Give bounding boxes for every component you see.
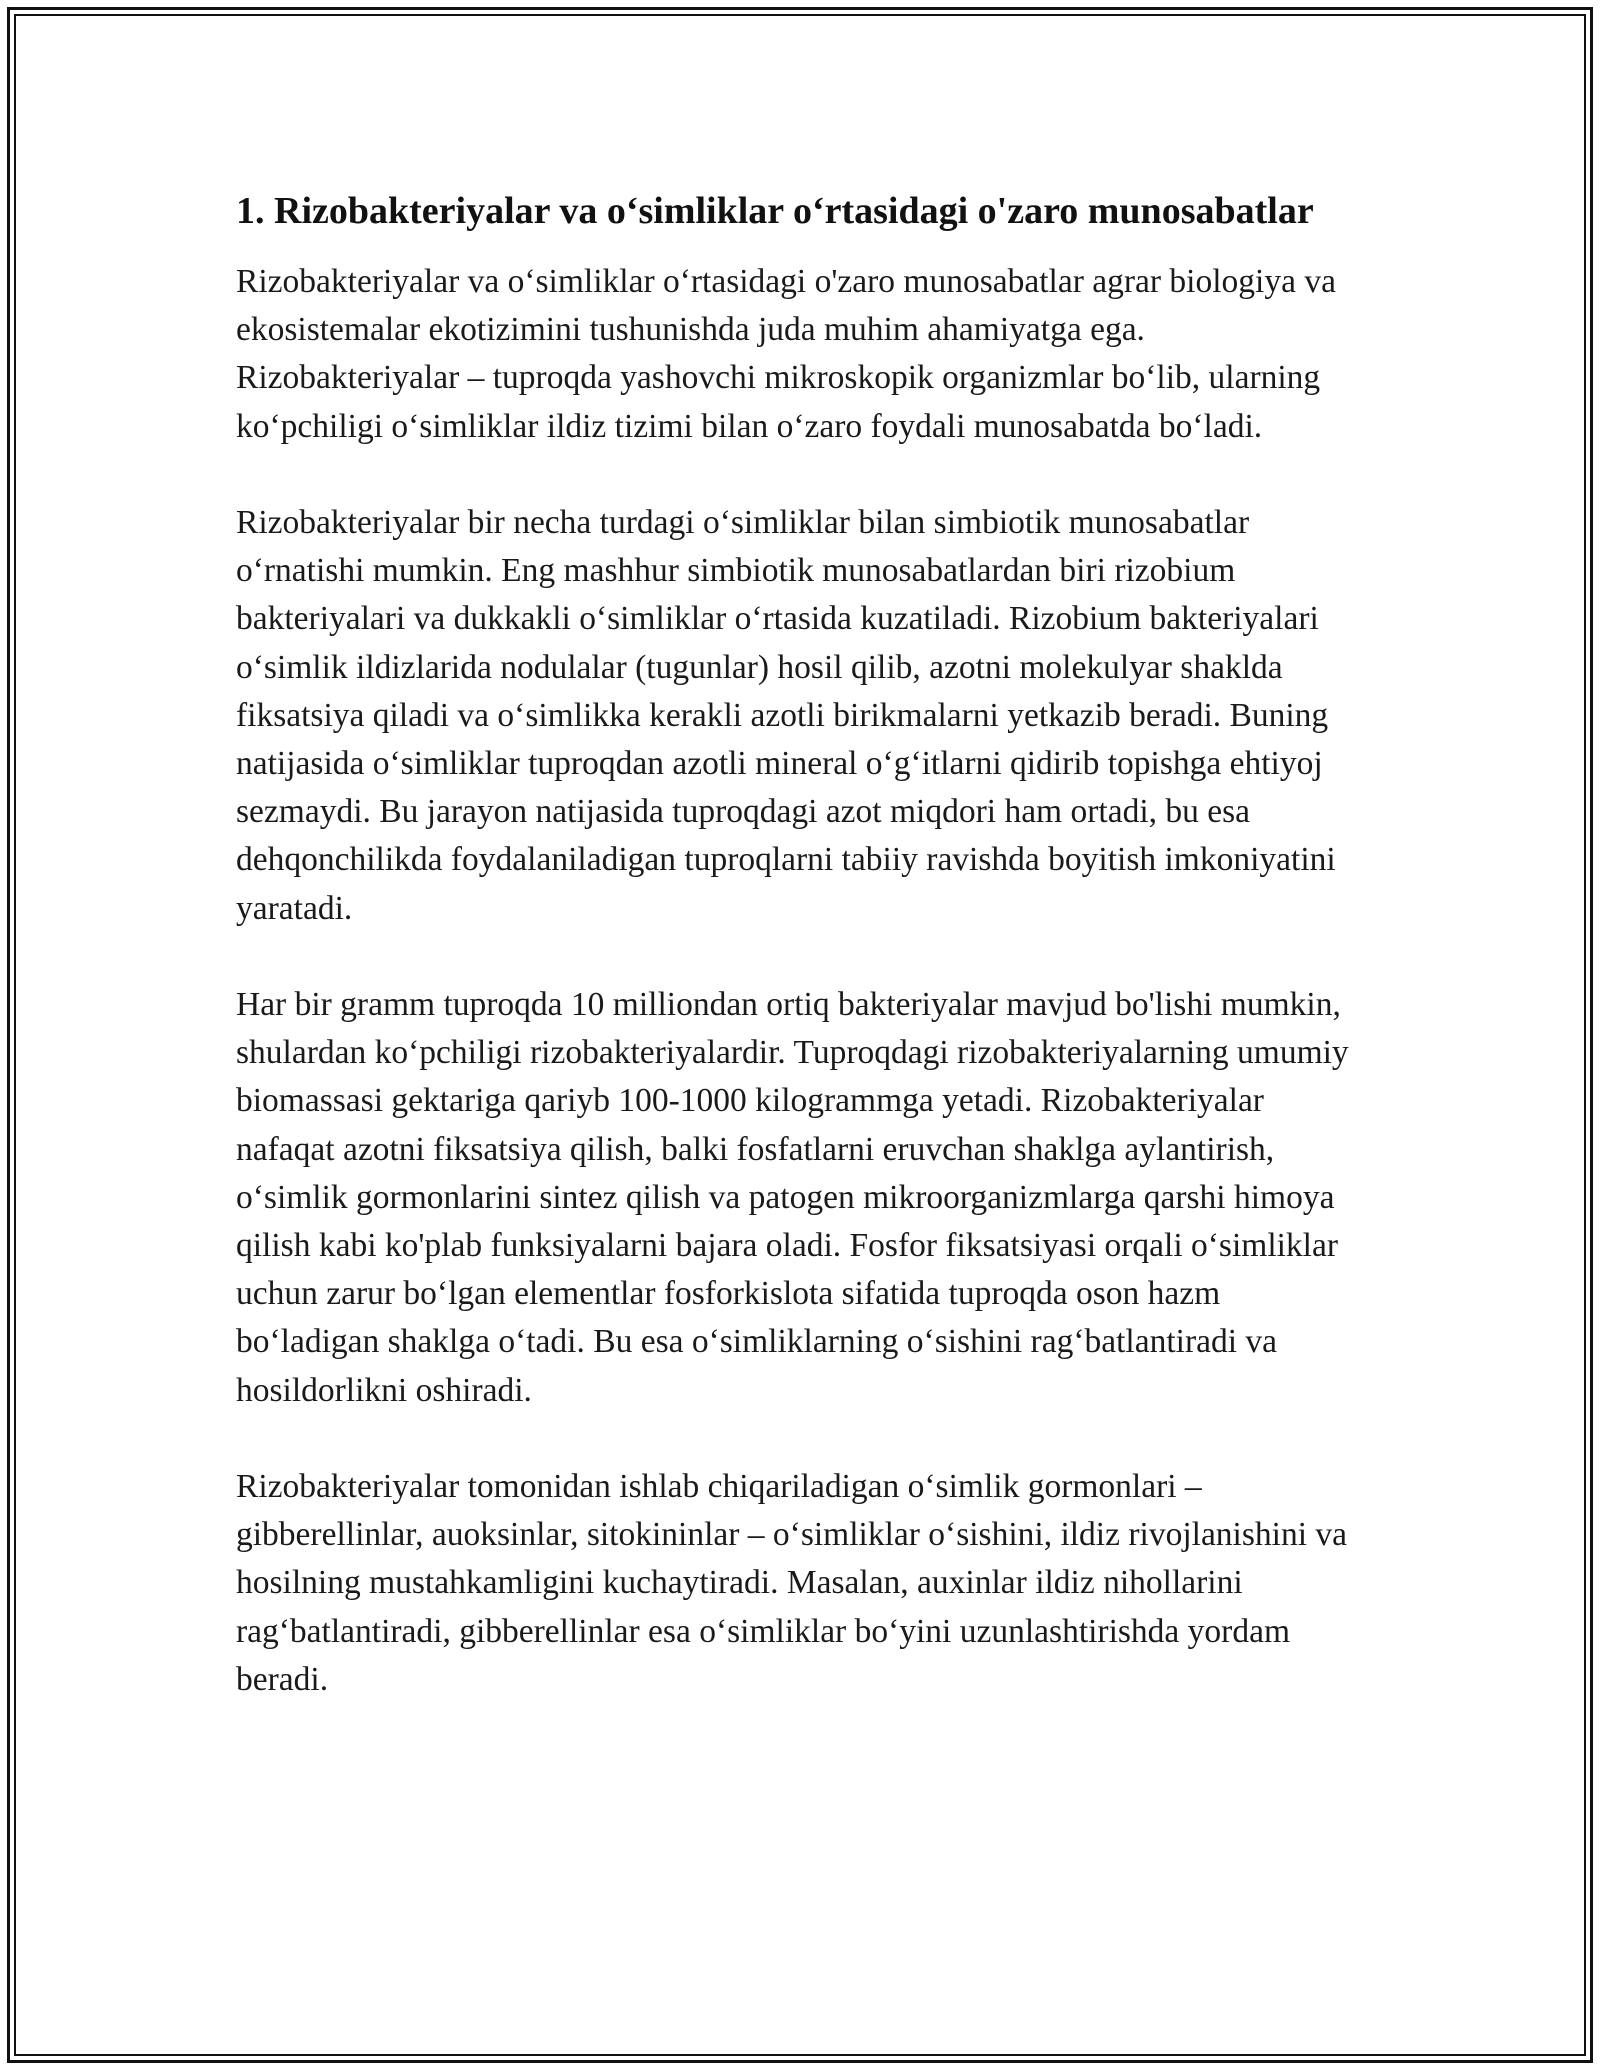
document-body [236, 184, 1366, 1704]
paragraph-1: Rizobakteriyalar va o‘simliklar o‘rtasidagi o'zaro munosabatlar agrar biologiya va ekosistemalar ekotizimini tushunishda juda muhim ahamiyatga ega. Rizobakteriyalar – tuproqda yashovchi mikroskopik organizmlar bo‘lib, ularning ko‘pchiligi o‘simliklar ildiz tizimi bilan o‘zaro foydali munosabatda bo‘ladi. [236, 263, 1336, 445]
section-heading: 1. Rizobakteriyalar va o‘simliklar o‘rtasidagi o'zaro munosabatlar [236, 190, 1314, 232]
paragraph-4: Rizobakteriyalar tomonidan ishlab chiqariladigan o‘simlik gormonlari – gibberellinlar, auoksinlar, sitokininlar – o‘simliklar o‘sishini, ildiz rivojlanishini va hosilning mustahkamligini kuchaytiradi. Masalan, auxinlar ildiz nihollarini rag‘batlantiradi, gibberellinlar esa o‘simliklar bo‘yini uzunlashtirishda yordam beradi. [236, 1468, 1348, 1698]
paragraph-3: Har bir gramm tuproqda 10 milliondan ortiq bakteriyalar mavjud bo'lishi mumkin, shulardan ko‘pchiligi rizobakteriyalardir. Tuproqdagi rizobakteriyalarning umumiy biomassasi gektariga qariyb 100-1000 kilogrammga yetadi. Rizobakteriyalar nafaqat azotni fiksatsiya qilish, balki fosfatlarni eruvchan shaklga aylantirish, o‘simlik gormonlarini sintez qilish va patogen mikroorganizmlarga qarshi himoya qilish kabi ko'plab funksiyalarni bajara oladi. Fosfor fiksatsiyasi orqali o‘simliklar uchun zarur bo‘lgan elementlar fosforkislota sifatida tuproqda oson hazm bo‘ladigan shaklga o‘tadi. Bu esa o‘simliklarning o‘sishini rag‘batlantiradi va hosildorlikni oshiradi. [236, 986, 1349, 1409]
paragraph-2: Rizobakteriyalar bir necha turdagi o‘simliklar bilan simbiotik munosabatlar o‘rnatishi mumkin. Eng mashhur simbiotik munosabatlardan biri rizobium bakteriyalari va dukkakli o‘simliklar o‘rtasida kuzatiladi. Rizobium bakteriyalari o‘simlik ildizlarida nodulalar (tugunlar) hosil qilib, azotni molekulyar shaklda fiksatsiya qiladi va o‘simlikka kerakli azotli birikmalarni yetkazib beradi. Buning natijasida o‘simliklar tuproqdan azotli mineral o‘g‘itlarni qidirib topishga ehtiyoj sezmaydi. Bu jarayon natijasida tuproqdagi azot miqdori ham ortadi, bu esa dehqonchilikda foydalaniladigan tuproqlarni tabiiy ravishda boyitish imkoniyatini yaratadi. [236, 504, 1336, 927]
